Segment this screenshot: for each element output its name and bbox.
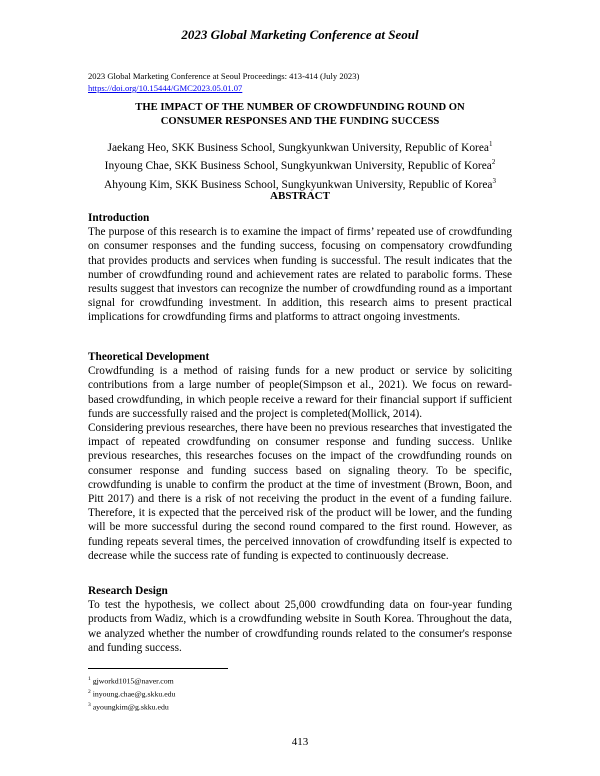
footnotes [88, 674, 175, 714]
author-affiliation: Ahyoung Kim, SKK Business School, Sungkyunkwan University, Republic of Korea [104, 178, 493, 191]
proceedings-citation: 2023 Global Marketing Conference at Seoul Proceedings: 413-414 (July 2023) [88, 71, 360, 81]
section-heading: Introduction [88, 212, 150, 224]
doi-link[interactable]: https://doi.org/10.15444/GMC2023.05.01.07 [88, 83, 243, 93]
author-line [88, 137, 512, 155]
footnote-email: gjworkd1015@naver.com [92, 676, 174, 686]
author-list [88, 137, 512, 192]
author-affiliation: Jaekang Heo, SKK Business School, Sungkyunkwan University, Republic of Korea [107, 141, 489, 154]
footnote-email: ayoungkim@g.skku.edu [92, 702, 169, 712]
paper-title [88, 101, 512, 128]
footnote [88, 700, 175, 713]
title-line-2: CONSUMER RESPONSES AND THE FUNDING SUCCESS [160, 115, 440, 127]
section-heading: Theoretical Development [88, 351, 210, 363]
title-line-1: THE IMPACT OF THE NUMBER OF CROWDFUNDING ROUND ON [135, 102, 465, 113]
footnote-divider [88, 668, 228, 669]
abstract-heading: ABSTRACT [270, 190, 330, 202]
footnote-mark: 2 [88, 689, 91, 696]
section-introduction [88, 211, 512, 325]
paragraph: The purpose of this research is to examine the impact of firms’ repeated use of crowdfunding on consumer responses and the funding success, focusing on compensatory crowdfunding that provides products and services when funding is successful. The result indicates that the number of crowdfunding round and achievement rates are related to parabolic forms. These results suggest that investors can recognize the number of crowdfunding round as a important signal for crowdfunding investment. In addition, this research aims to present practical implications for crowdfunding firms and platforms to attract ongoing investments. [88, 226, 512, 324]
proceedings-info [88, 70, 359, 94]
footnote-email: inyoung.chae@g.skku.edu [92, 689, 176, 699]
paragraph: Crowdfunding is a method of raising funds for a new product or service by soliciting contributions from a large number of people(Simpson et al., 2021). We focus on reward-based crowdfunding, in which people receive a reward for their financial support if sufficient funds are successfully raised and the project is completed(Mollick, 2014). [88, 365, 512, 420]
footnote-mark: 3 [88, 702, 91, 709]
footnote [88, 687, 175, 700]
footnote-mark: 2 [491, 158, 496, 167]
author-affiliation: Inyoung Chae, SKK Business School, Sungkyunkwan University, Republic of Korea [104, 160, 492, 173]
paragraph: Considering previous researches, there have been no previous researches that investigated the impact of repeated crowdfunding on consumer response and funding success. Unlike previous researches, this researches focuses on the impact of the crowdfunding rounds on consumer response and funding success based on signaling theory. To be specific, crowdfunding is unable to confirm the product at the time of investment (Brown, Boon, and Pitt 2017) and there is a risk of not receiving the product in the event of a funding failure. Therefore, it is expected that the perceived risk of the product will be lower, and the funding will be more successful during the second round compared to the first round. However, as funding repeats several times, the perceived innovation of crowdfunding itself is expected to decrease while the success rate of funding is expected to continuously decrease. [88, 422, 512, 562]
footnote [88, 674, 175, 687]
footnote-mark: 1 [88, 676, 91, 682]
paragraph: To test the hypothesis, we collect about 25,000 crowdfunding data on four-year funding products from Wadiz, which is a crowdfunding website in South Korea. Throughout the data, we analyzed whether the number of crowdfunding rounds related to the consumer's response and funding success. [88, 599, 512, 654]
running-header: 2023 Global Marketing Conference at Seoul [181, 27, 419, 42]
section-theoretical-development [88, 350, 512, 563]
section-research-design [88, 584, 512, 655]
page-number: 413 [291, 736, 309, 748]
footnote-mark: 3 [492, 176, 496, 185]
author-line [88, 155, 512, 173]
section-heading: Research Design [88, 585, 168, 597]
footnote-mark: 1 [488, 140, 493, 148]
